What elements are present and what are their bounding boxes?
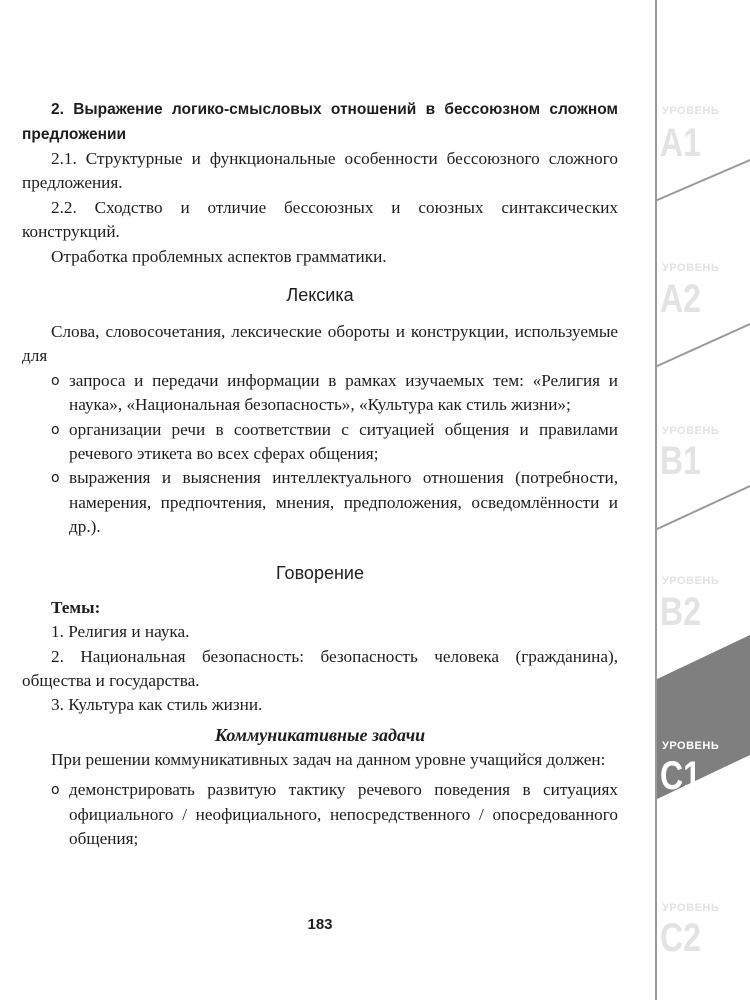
tasks-title: Коммуникативные задачи xyxy=(214,724,426,745)
bullet-icon: o xyxy=(51,372,60,389)
topic-item: 1. Религия и наука. xyxy=(51,622,190,642)
level-a2-code[interactable]: A2 xyxy=(660,277,701,321)
bullet-icon: o xyxy=(51,470,60,487)
tab-divider xyxy=(655,160,750,201)
level-c1-code[interactable]: C1 xyxy=(660,754,701,798)
tasks-intro: При решении коммуникативных задач на данном уровне учащийся должен: xyxy=(51,749,606,769)
tab-divider xyxy=(655,486,750,530)
lexicon-intro: Слова, словосочетания, лексические обороты и конструкции, используемые для xyxy=(22,322,618,366)
section-item-2-1: 2.1. Структурные и функциональные особенности бессоюзного сложного предложения. xyxy=(22,149,618,193)
level-b2-label[interactable]: УРОВЕНЬ xyxy=(662,575,720,587)
tab-divider xyxy=(655,324,750,367)
topic-item: 3. Культура как стиль жизни. xyxy=(51,695,263,715)
grammar-note: Отработка проблемных аспектов грамматики. xyxy=(51,246,387,266)
topics-label: Темы: xyxy=(51,597,101,617)
lexicon-list xyxy=(22,369,618,540)
section-item-2-2: 2.2. Сходство и отличие бессоюзных и союзных синтаксических конструкций. xyxy=(22,197,618,242)
level-b2-code[interactable]: B2 xyxy=(660,590,701,634)
list-item: o запроса и передачи информации в рамках изучаемых тем: «Религия и наука», «Национальная безопасность», «Культура как стиль жизни»; xyxy=(51,370,618,415)
bullet-icon: o xyxy=(51,782,60,799)
main-text-column xyxy=(22,97,618,851)
bullet-icon: o xyxy=(51,421,60,438)
topic-item: 2. Национальная безопасность: безопасность человека (гражданина), общества и государства. xyxy=(22,646,618,690)
page-number: 183 xyxy=(307,916,333,933)
list-item: o организации речи в соответствии с ситуацией общения и правилами речевого этикета во всех сферах общения; xyxy=(51,419,618,464)
level-c2-code[interactable]: C2 xyxy=(660,916,701,960)
level-c2-label[interactable]: УРОВЕНЬ xyxy=(662,902,720,914)
level-c1-label[interactable]: УРОВЕНЬ xyxy=(662,740,720,752)
tasks-list xyxy=(22,778,618,851)
list-item: o выражения и выяснения интеллектуального отношения (потребности, намерения, предпочтения, мнения, предположения, осведомлённости и др.). xyxy=(51,468,618,537)
level-b1-code[interactable]: B1 xyxy=(660,439,701,483)
level-tabs xyxy=(655,0,750,1000)
level-b1-label[interactable]: УРОВЕНЬ xyxy=(662,425,720,437)
level-a1-label[interactable]: УРОВЕНЬ xyxy=(662,105,720,117)
speaking-title: Говорение xyxy=(276,562,364,583)
section-heading: 2. Выражение логико-смысловых отношений в бессоюзном сложном предложении xyxy=(22,101,618,143)
level-a2-label[interactable]: УРОВЕНЬ xyxy=(662,262,720,274)
list-item: o демонстрировать развитую тактику речевого поведения в ситуациях официального / неофициального, непосредственного / опосредованного общения; xyxy=(51,780,618,848)
level-a1-code[interactable]: A1 xyxy=(660,121,701,165)
lexicon-title: Лексика xyxy=(286,285,354,306)
